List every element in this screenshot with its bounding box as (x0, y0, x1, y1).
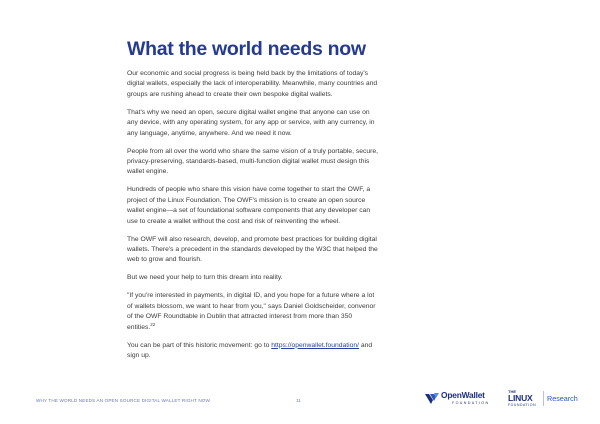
paragraph: People from all over the world who share the same vision of a truly portable, secure, privacy-preserving, standards-based, multi-function digital wallet must design this wallet engine. (127, 147, 378, 176)
lf-linux: LINUX (508, 393, 533, 403)
body-text (127, 69, 379, 369)
openwallet-link[interactable]: https://openwallet.foundation/ (271, 341, 360, 349)
paragraph: Hundreds of people who share this vision have come together to start the OWF, a project of the Linux Foundation. The OWF's mission is to create an open source wallet engine—a set of foundational software components that any developer can use to create a wallet without the cost and risk of reinventing the wheel. (127, 186, 371, 225)
paragraph: But we need your help to turn this dream into reality. (127, 274, 283, 282)
lf-research: Research (547, 394, 578, 403)
footer-running-title: WHY THE WORLD NEEDS AN OPEN SOURCE DIGITAL WALLET RIGHT NOW (36, 398, 210, 403)
cta-text: You can be part of this historic movement: go to (127, 341, 272, 349)
logo-divider (543, 391, 544, 406)
paragraph: The OWF will also research, develop, and promote best practices for building digital wallets. There's a precedent in the standards developed by the W3C that helped the web to grow and flourish. (127, 235, 378, 264)
lf-foundation: FOUNDATION (508, 403, 537, 407)
openwallet-logo-icon (424, 390, 440, 406)
page-number: 11 (296, 398, 301, 403)
footer-logos (424, 388, 578, 410)
linux-foundation-logo (508, 389, 541, 408)
cta-paragraph (127, 341, 379, 362)
paragraph: Our economic and social progress is being held back by the limitations of today's digital wallets, especially the lack of interoperability. Meanwhile, many countries and groups are rushing ahead to create their own bespoke digital wallets. (127, 70, 378, 98)
openwallet-subtitle: FOUNDATION (452, 401, 490, 405)
lf-the: THE (508, 389, 516, 394)
page-title: What the world needs now (127, 38, 366, 60)
footnote-marker[interactable]: 22 (150, 321, 156, 327)
openwallet-name: OpenWallet (441, 390, 485, 400)
cta-suffix: and sign up. (127, 341, 373, 360)
paragraph: That's why we need an open, secure digital wallet engine that anyone can use on any device, with any operating system, for any app or service, with any currency, in any language, anytime, anywhere. And we need it now. (127, 108, 375, 137)
quote-text: "If you're interested in payments, in digital ID, and you hope for a future where a lot of wallets blossom, we want to hear from you," says Daniel Goldscheider, convenor of the OWF Roundtable in Dublin that attracted interest from more than 350 entities. (127, 292, 376, 331)
quote-paragraph (127, 291, 379, 333)
